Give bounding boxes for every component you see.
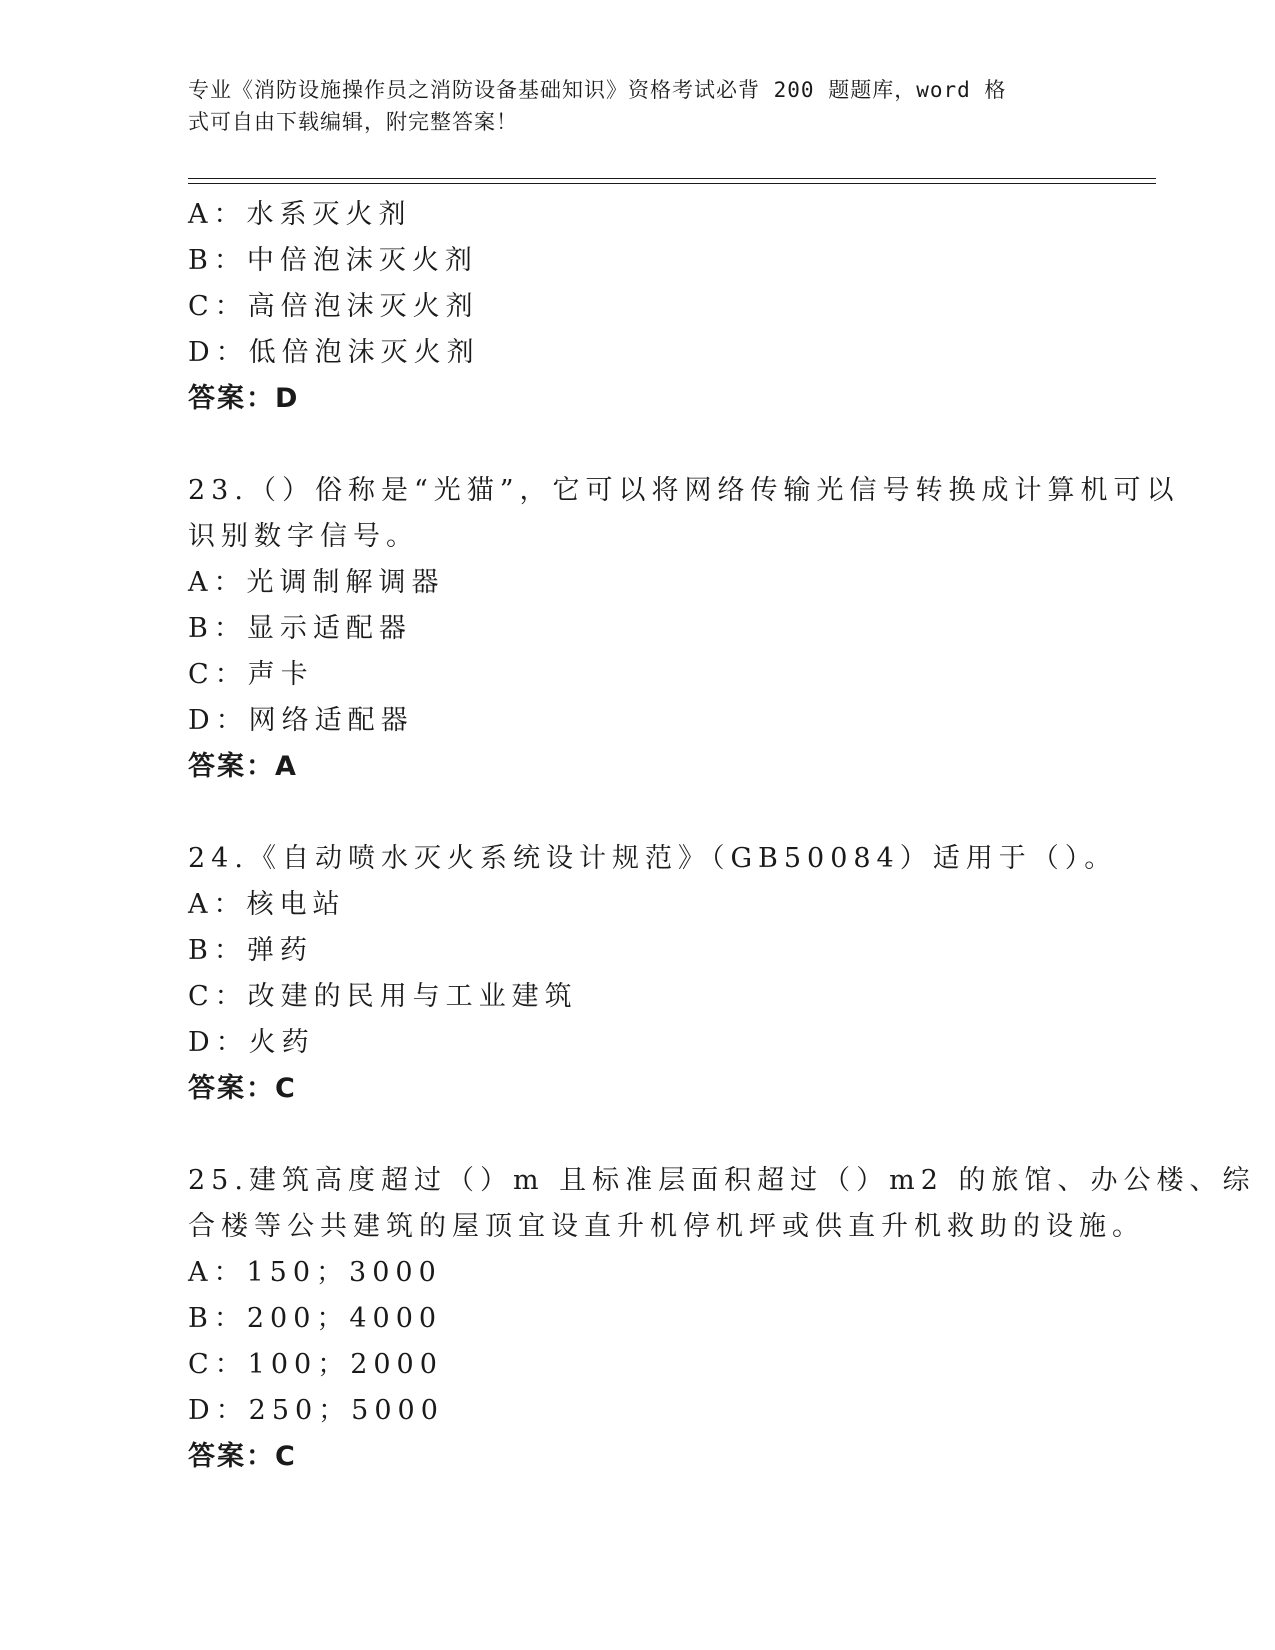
q22-option-c: C：高倍泡沫灭火剂 <box>188 291 479 322</box>
q25-option-d: D：250；5000 <box>188 1395 444 1426</box>
q23-answer: 答案：A <box>188 751 298 782</box>
q22-option-a: A：水系灭火剂 <box>188 199 412 230</box>
q24-stem-line-1: 24.《自动喷水灭火系统设计规范》（GB50084）适用于（）。 <box>188 843 1118 874</box>
q22-option-d: D：低倍泡沫灭火剂 <box>188 337 480 368</box>
q23-option-b: B：显示适配器 <box>188 613 412 644</box>
q25-answer: 答案：C <box>188 1441 297 1472</box>
q23-stem-line-1: 23.（）俗称是“光猫”，它可以将网络传输光信号转换成计算机可以 <box>188 475 1180 506</box>
q23-stem-line-2: 识别数字信号。 <box>188 521 419 552</box>
q25-option-c: C：100；2000 <box>188 1349 443 1380</box>
header-line-1: 专业《消防设施操作员之消防设备基础知识》资格考试必背 200 题题库，word 格 <box>188 78 1007 102</box>
q24-option-d: D：火药 <box>188 1027 315 1058</box>
q23-option-d: D：网络适配器 <box>188 705 414 736</box>
q24-option-b: B：弹药 <box>188 935 313 966</box>
q23-option-a: A：光调制解调器 <box>188 567 445 598</box>
header-divider-top <box>188 178 1156 179</box>
document-header <box>188 74 1068 138</box>
q25-option-b: B：200；4000 <box>188 1303 443 1334</box>
header-divider-bottom <box>188 183 1156 184</box>
q25-option-a: A：150；3000 <box>188 1257 442 1288</box>
q24-option-c: C：改建的民用与工业建筑 <box>188 981 578 1012</box>
q22-option-b: B：中倍泡沫灭火剂 <box>188 245 478 276</box>
q23-option-c: C：声卡 <box>188 659 314 690</box>
q24-answer: 答案：C <box>188 1073 297 1104</box>
q22-answer: 答案：D <box>188 383 300 414</box>
q25-stem-line-1: 25.建筑高度超过（）m 且标准层面积超过（）m2 的旅馆、办公楼、综 <box>188 1165 1256 1196</box>
header-line-2: 式可自由下载编辑，附完整答案！ <box>188 110 518 134</box>
q25-stem-line-2: 合楼等公共建筑的屋顶宜设直升机停机坪或供直升机救助的设施。 <box>188 1211 1145 1242</box>
q24-option-a: A：核电站 <box>188 889 346 920</box>
